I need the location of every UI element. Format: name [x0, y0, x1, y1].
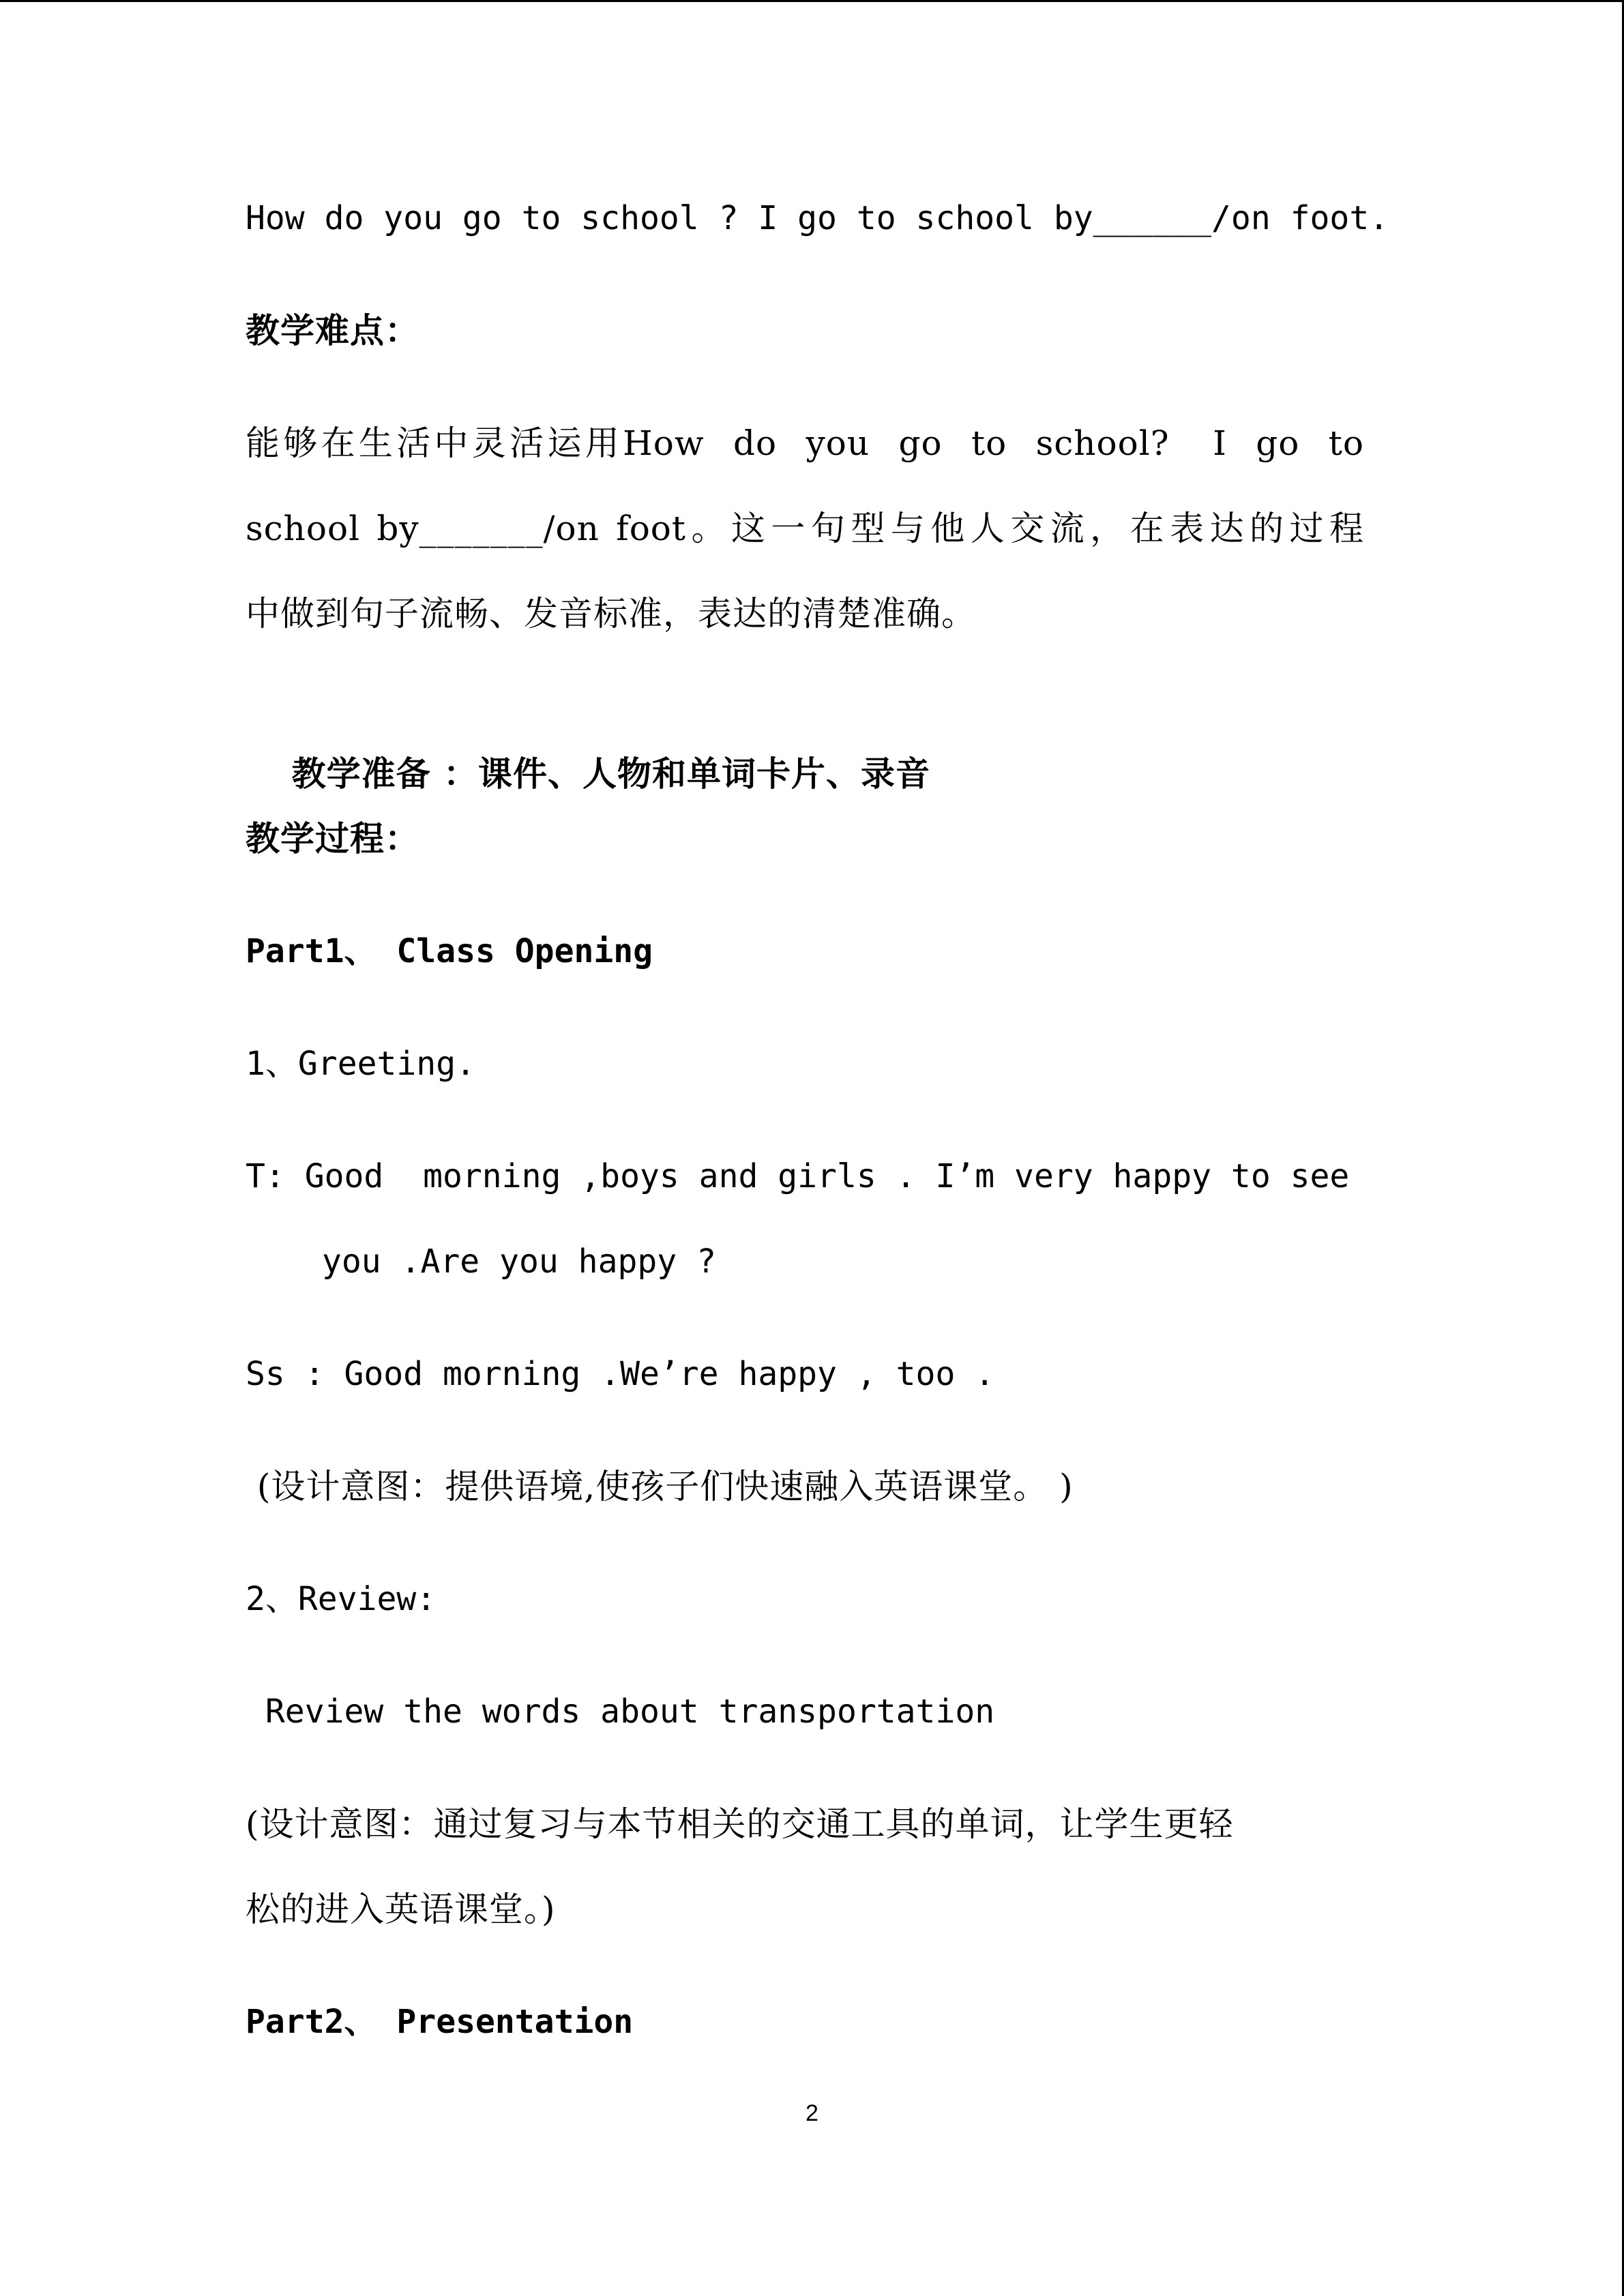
paragraph-review-words: Review the words about transportation [246, 1693, 995, 1731]
subheading-review: 2、Review: [246, 1580, 437, 1618]
heading-teaching-process: 教学过程： [246, 818, 419, 859]
heading-teaching-difficulty: 教学难点： [246, 310, 419, 351]
dialogue-teacher-line-2: you .Are you happy ? [322, 1242, 716, 1281]
design-intent-review-line-1: (设计意图：通过复习与本节相关的交通工具的单词，让学生更轻 [246, 1804, 1234, 1844]
heading-teaching-preparation: 教学准备 ：课件、人物和单词卡片、录音 [291, 754, 930, 794]
paragraph-difficulty-line-3: 中做到句子流畅、发音标准，表达的清楚准确。 [246, 594, 976, 633]
dialogue-teacher-line-1: T: Good morning ,boys and girls . I’m very happy to see [246, 1157, 1350, 1195]
page-top-border [0, 0, 1624, 2]
design-intent-review-line-2: 松的进入英语课堂。) [246, 1890, 556, 1929]
design-intent-greeting: (设计意图：提供语境,使孩子们快速融入英语课堂。 ) [246, 1467, 1074, 1506]
paragraph-difficulty-line-1: 能够在生活中灵活运用How do you go to school? I go to [246, 423, 1364, 463]
page-number: 2 [806, 2100, 818, 2126]
heading-part2-presentation: Part2、 Presentation [246, 2003, 634, 2041]
heading-part1-class-opening: Part1、 Class Opening [246, 932, 653, 970]
paragraph-difficulty-line-2: school by_______/on foot。这一句型与他人交流，在表达的过程 [246, 509, 1364, 548]
subheading-greeting: 1、Greeting. [246, 1045, 475, 1083]
dialogue-students-line: Ss : Good morning .We’re happy , too . [246, 1355, 995, 1393]
paragraph-sentence-pattern: How do you go to school ? I go to school by______/on foot. [246, 199, 1389, 237]
